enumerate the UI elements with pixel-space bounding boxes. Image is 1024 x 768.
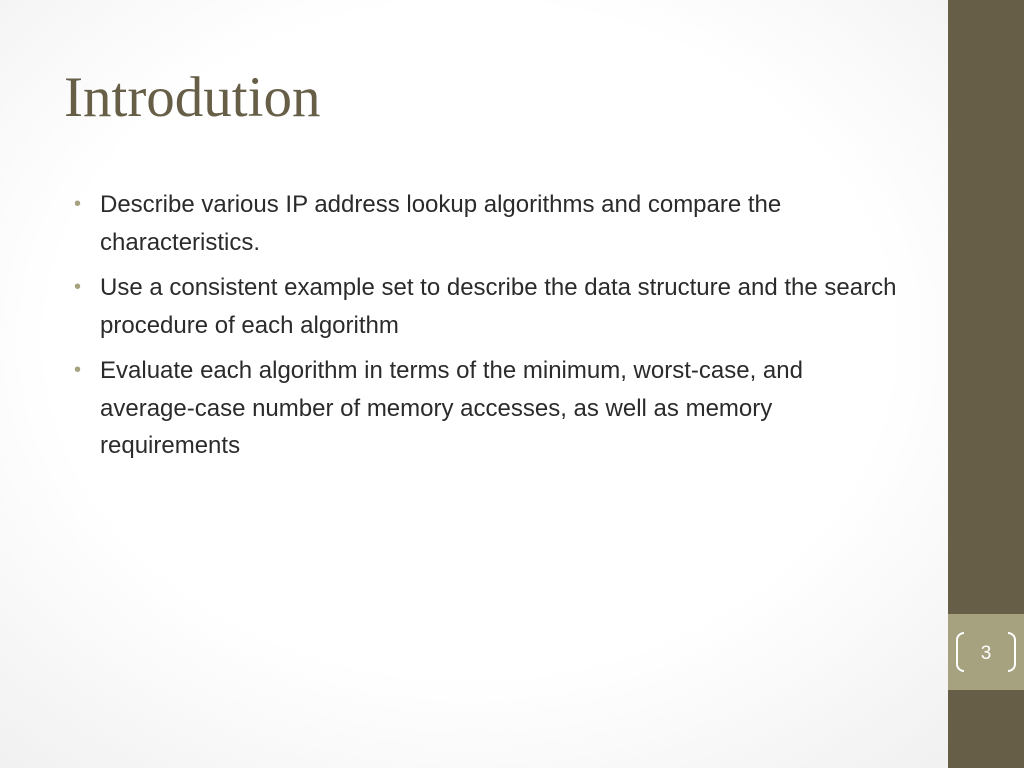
bullet-item (72, 186, 902, 261)
right-bracket-icon (1008, 632, 1016, 672)
page-number-box (948, 614, 1024, 690)
bullet-text: Evaluate each algorithm in terms of the minimum, worst-case, and average-case number of memory accesses, as well as memory requirements (100, 357, 803, 459)
bullet-list (72, 186, 902, 473)
bullet-text: Use a consistent example set to describe the data structure and the search procedure of each algorithm (100, 274, 897, 339)
bullet-item (72, 269, 902, 344)
page-number: 3 (980, 643, 992, 664)
slide-title: Introdution (64, 66, 321, 129)
bullet-dot-icon: • (74, 276, 82, 298)
bullet-dot-icon: • (74, 359, 82, 381)
bullet-item (72, 352, 902, 465)
bullet-text: Describe various IP address lookup algorithms and compare the characteristics. (100, 191, 782, 256)
bullet-dot-icon: • (74, 193, 82, 215)
